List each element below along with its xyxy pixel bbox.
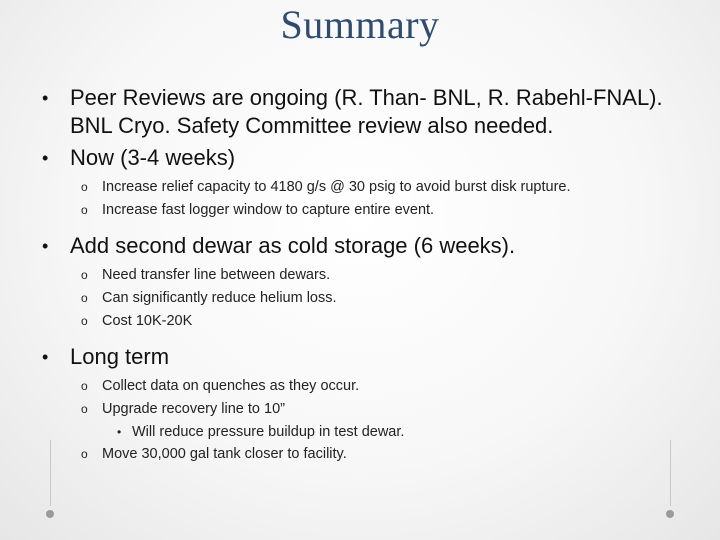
sub-bullet-text: Upgrade recovery line to 10”	[102, 401, 285, 417]
bullet-dot-icon: •	[42, 88, 49, 108]
sub-bullet-text: Cost 10K-20K	[102, 313, 193, 329]
bullet-item-peer-reviews	[30, 84, 700, 140]
circle-bullet-icon: o	[81, 203, 88, 217]
sub-bullet-item	[30, 264, 700, 287]
bullet-dot-icon: •	[42, 347, 49, 367]
sub-bullet-text: Can significantly reduce helium loss.	[102, 290, 337, 306]
bullet-text: Now (3-4 weeks)	[70, 145, 236, 170]
sub-bullet-item	[30, 287, 700, 310]
sub-bullet-text: Need transfer line between dewars.	[102, 267, 331, 283]
sub-bullet-item	[30, 443, 700, 466]
slide-title: Summary	[280, 2, 440, 47]
bullet-item-long-term	[30, 343, 700, 371]
sub-bullet-text: Move 30,000 gal tank closer to facility.	[102, 446, 347, 462]
sub-bullet-item	[30, 199, 700, 222]
circle-bullet-icon: o	[81, 447, 88, 461]
right-decor-dot-icon	[666, 510, 674, 518]
bullet-item-second-dewar	[30, 232, 700, 260]
bullet-text: Add second dewar as cold storage (6 weeks).	[70, 233, 516, 258]
circle-bullet-icon: o	[81, 379, 88, 393]
sub-bullet-text: Collect data on quenches as they occur.	[102, 378, 360, 394]
bullet-dot-icon: •	[42, 236, 49, 256]
sub-sub-bullet-text: Will reduce pressure buildup in test dewar.	[132, 424, 405, 440]
circle-bullet-icon: o	[81, 314, 88, 328]
slide-body	[30, 84, 700, 466]
circle-bullet-icon: o	[81, 402, 88, 416]
bullet-item-now	[30, 144, 700, 172]
circle-bullet-icon: o	[81, 291, 88, 305]
sub-bullet-item	[30, 310, 700, 333]
sub-bullet-item	[30, 398, 700, 421]
sub-bullet-text: Increase fast logger window to capture entire event.	[102, 202, 435, 218]
sub-sub-bullet-item	[30, 421, 700, 443]
circle-bullet-icon: o	[81, 268, 88, 282]
bullet-dot-icon: •	[117, 425, 122, 439]
sub-bullet-text: Increase relief capacity to 4180 g/s @ 30 psig to avoid burst disk rupture.	[102, 179, 571, 195]
bullet-text: Long term	[70, 344, 170, 369]
left-decor-line	[50, 440, 51, 506]
bullet-text: Peer Reviews are ongoing (R. Than- BNL, R. Rabehl-FNAL). BNL Cryo. Safety Committee review also needed.	[70, 85, 663, 138]
circle-bullet-icon: o	[81, 180, 88, 194]
left-decor-dot-icon	[46, 510, 54, 518]
bullet-dot-icon: •	[42, 148, 49, 168]
right-decor-line	[670, 440, 671, 506]
sub-bullet-item	[30, 176, 700, 199]
sub-bullet-item	[30, 375, 700, 398]
